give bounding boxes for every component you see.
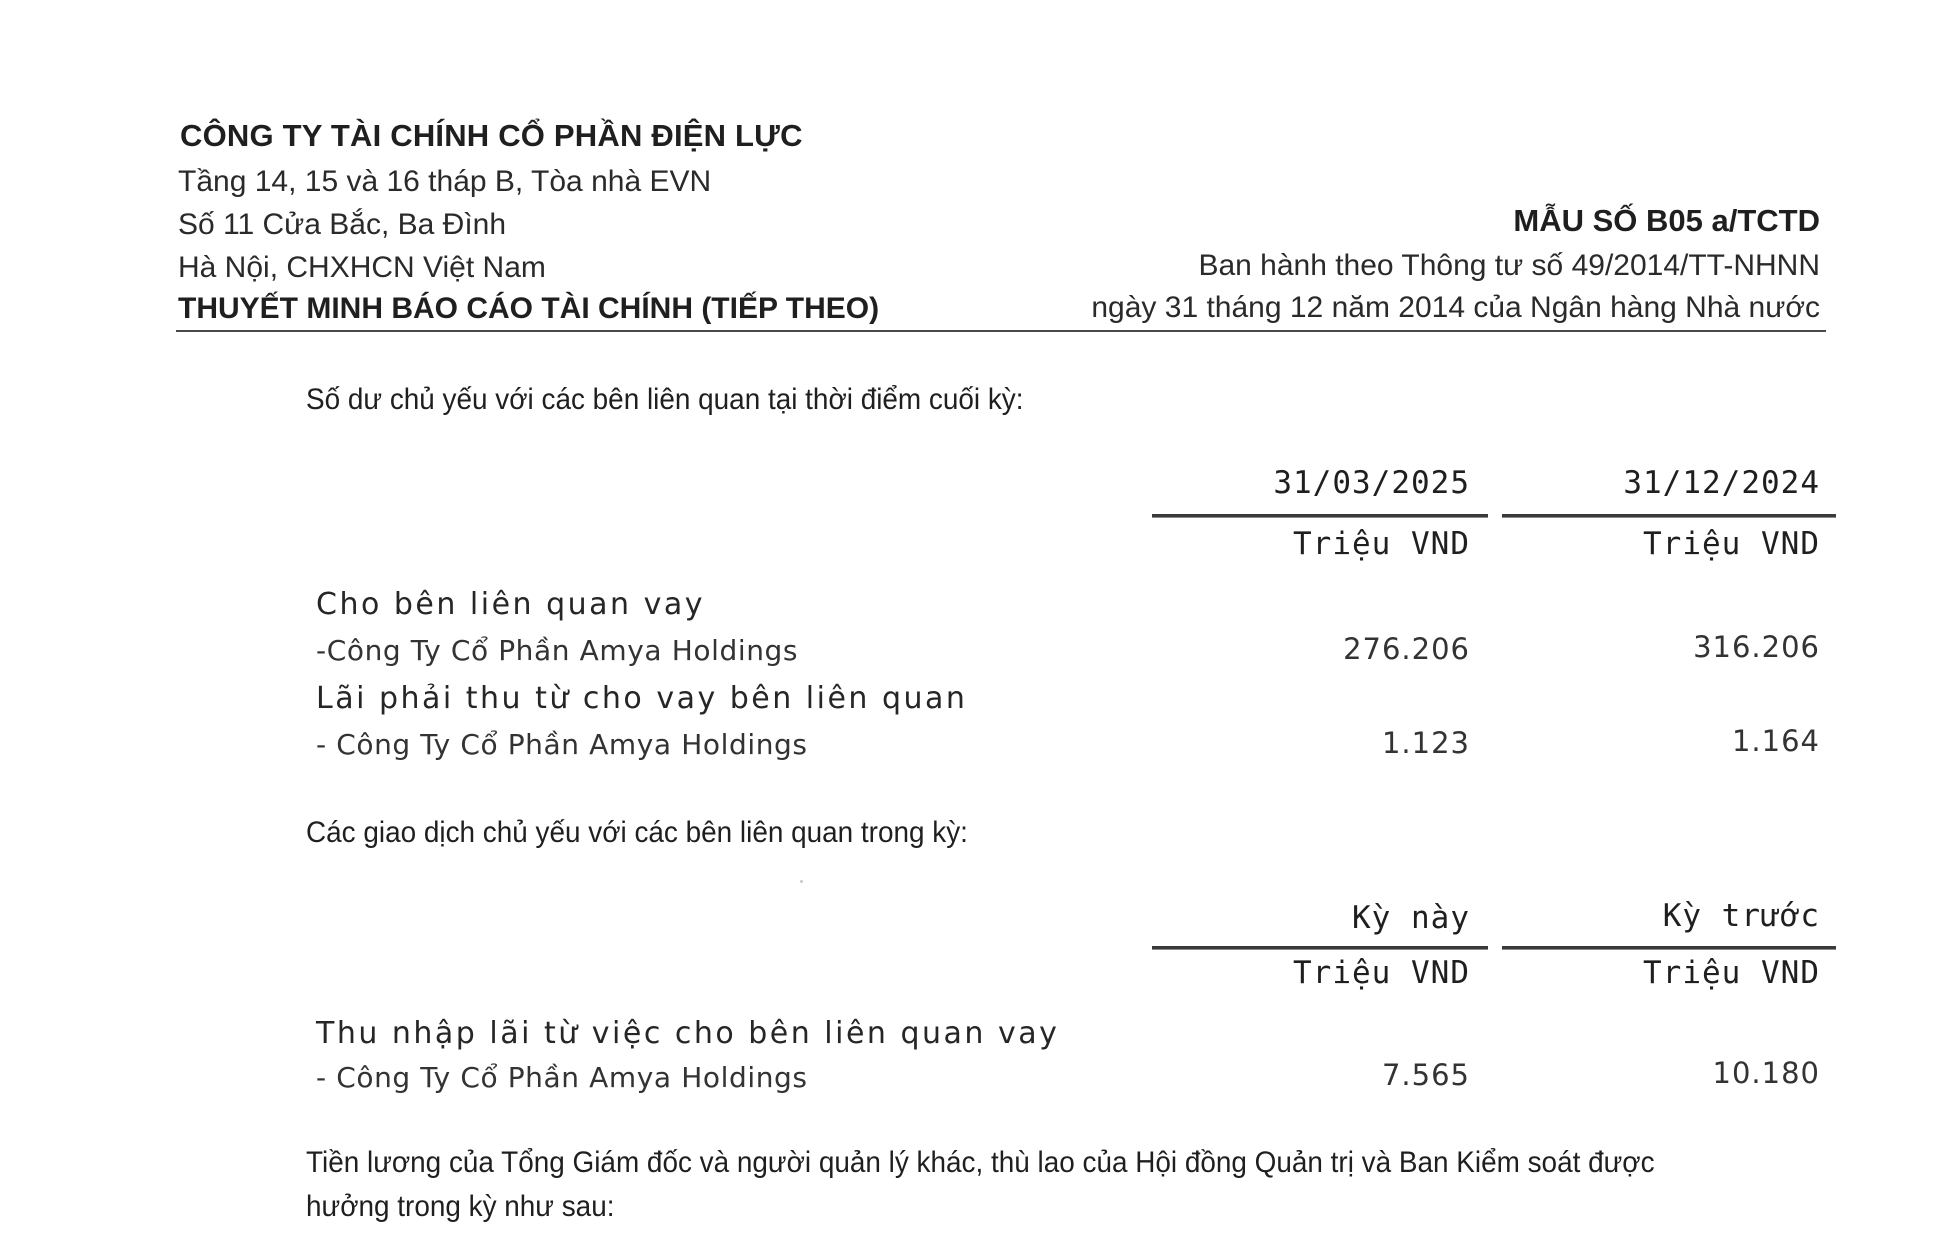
balances-row-heading-loans: Cho bên liên quan vay (316, 587, 705, 622)
balances-col1-rule (1152, 514, 1488, 518)
issued-line-1: Ban hành theo Thông tư số 49/2014/TT-NHNN (1198, 249, 1820, 282)
transactions-col1-header: Kỳ này (1352, 900, 1470, 936)
balances-amya-loan-prior: 316.206 (1693, 630, 1820, 664)
issued-line-2: ngày 31 tháng 12 năm 2014 của Ngân hàng Nhà nước (1091, 291, 1820, 324)
balances-col2-rule (1502, 514, 1836, 518)
balances-row-heading-interest: Lãi phải thu từ cho vay bên liên quan (316, 681, 968, 716)
salary-paragraph-line-1: Tiền lương của Tổng Giám đốc và người quản lý khác, thù lao của Hội đồng Quản trị và Ban Kiểm soát được (306, 1146, 1655, 1179)
address-line-2: Số 11 Cửa Bắc, Ba Đình (178, 208, 507, 241)
report-title: THUYẾT MINH BÁO CÁO TÀI CHÍNH (TIẾP THEO) (178, 292, 880, 325)
balances-amya-interest-current: 1.123 (1381, 726, 1470, 760)
transactions-col2-header: Kỳ trước (1662, 898, 1820, 934)
transactions-col1-unit: Triệu VND (1293, 955, 1470, 991)
transactions-intro: Các giao dịch chủ yếu với các bên liên quan trong kỳ: (306, 816, 968, 849)
balances-amya-loan-current: 276.206 (1343, 632, 1470, 666)
balances-row-amya-loan: -Công Ty Cổ Phần Amya Holdings (316, 634, 799, 667)
header-divider (176, 330, 1826, 332)
address-line-1: Tầng 14, 15 và 16 tháp B, Tòa nhà EVN (178, 165, 712, 198)
balances-col2-date: 31/12/2024 (1623, 465, 1820, 501)
balances-amya-interest-prior: 1.164 (1731, 724, 1820, 758)
balances-col1-unit: Triệu VND (1293, 526, 1470, 562)
balances-col2-unit: Triệu VND (1643, 526, 1820, 562)
transactions-row-amya: - Công Ty Cổ Phần Amya Holdings (316, 1061, 808, 1094)
transactions-row-heading-interest-income: Thu nhập lãi từ việc cho bên liên quan vay (316, 1016, 1060, 1051)
salary-paragraph-line-2: hưởng trong kỳ như sau: (306, 1190, 615, 1223)
transactions-amya-prior: 10.180 (1712, 1056, 1820, 1090)
address-line-3: Hà Nội, CHXHCN Việt Nam (178, 251, 546, 284)
form-number: MẪU SỐ B05 a/TCTD (1513, 203, 1820, 238)
company-name: CÔNG TY TÀI CHÍNH CỔ PHẦN ĐIỆN LỰC (180, 118, 803, 153)
transactions-amya-current: 7.565 (1381, 1058, 1470, 1092)
scan-speck (800, 880, 803, 883)
balances-row-amya-interest: - Công Ty Cổ Phần Amya Holdings (316, 728, 808, 761)
transactions-col1-rule (1152, 946, 1488, 950)
balances-intro: Số dư chủ yếu với các bên liên quan tại thời điểm cuối kỳ: (306, 383, 1024, 416)
transactions-col2-rule (1502, 946, 1836, 950)
transactions-col2-unit: Triệu VND (1643, 955, 1820, 991)
balances-col1-date: 31/03/2025 (1273, 465, 1470, 501)
